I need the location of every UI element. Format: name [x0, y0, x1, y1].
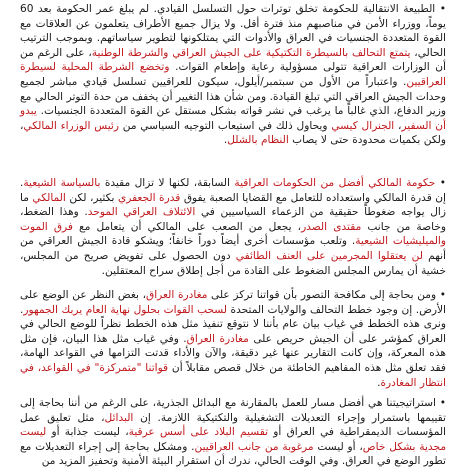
body-text: . ونرى هذه الخطط في غياب بيان عام بأننا لا نتوقع تنفيذ مثل هذه الخطط نظراً للوضع الحالي في العراق كمؤشر على أن الجيش حريص على	[20, 303, 446, 345]
highlighted-text: فرق الموت والميليشيات الشيعية	[20, 220, 446, 248]
body-text: . إن قدرة المالكي واستعداده للتعامل مع القضايا الصعبة يفوق	[20, 177, 447, 204]
body-text: ، بغض النظر عن الوضع على الأرض. إن وجود خطط التحالف والولايات المتحدة	[20, 289, 446, 316]
body-text: ، مثل تعليق عمل المؤسسات الديمقراطية في العراق أو	[20, 411, 446, 439]
body-text: . وفي غياب مثل هذا البيان، فإن مثل هذه المعركة، وإن كانت التقارير عنها غير دقيقة، والآن والأداء قدتت التزامها في القواعد الهامة، فقد تعلق مثل هذه المفاهيم الخاطئة من خلال قصص مقابلاً أن	[20, 332, 446, 374]
highlighted-text: مغادرة العراق	[146, 289, 208, 301]
highlighted-text: ليست مجدية بشكل خاص	[20, 426, 446, 453]
highlighted-text: لسحب القوات بحلول نهاية العام يربك الجمهور	[23, 303, 227, 316]
body-text: .	[223, 134, 228, 147]
body-text: ،	[394, 119, 402, 132]
body-text: .	[377, 376, 381, 389]
paragraph-transitional-government	[20, 2, 446, 148]
highlighted-text: قدرة الجعفري	[117, 191, 181, 204]
highlighted-text: النظام بالشلل	[227, 134, 289, 147]
body-text: . وتلعب مؤسسات أخرى أيضاً دوراً خانقاً؛ ويشكو قادة الجيش العراقي من أنهم	[20, 235, 446, 262]
body-text: ، ولكن بكميات محدودة حتى لا يصاب	[20, 119, 446, 147]
highlighted-text: المالكي	[32, 191, 66, 204]
highlighted-text: حكومة المالكي أفضل من الحكومات العراقية	[234, 177, 436, 189]
body-text: بكثير، لكن	[65, 191, 118, 204]
body-text: ، أو ليست	[313, 440, 363, 453]
body-text: ، على الرغم من أن الوزارات العراقية تتولى مسؤولية رعاية وإطعام القوات.	[20, 46, 446, 74]
highlighted-text: مقتدى الصدر	[301, 220, 362, 233]
body-text: • استراتيجيتنا هي أفضل مسار للعمل بالمقارنة مع البدائل الجذرية، على الرغم من أننا بحاجة إلى تقييمها باستمرار وإجراء التعديلات التشغيلية والتكتيكية اللازمة. إن	[20, 397, 446, 424]
highlighted-text: مرغوبة من جانب العراقيين	[194, 440, 314, 453]
paragraph-strategy-alternatives	[20, 396, 446, 469]
highlighted-text: يبدو أن السفير	[20, 105, 446, 132]
body-text: ، يجعل من الصعب على المالكي أن يتعامل مع	[72, 220, 302, 233]
paragraph-maliki-government	[20, 176, 446, 278]
body-text: • الطبيعة الانتقالية للحكومة تخلق توترات حول التسلسل القيادي. لم يبلغ عمر الحكومة بعد 60 يوماً، ووزراء الأمن في مناصبهم منذ فترة أقل. ولا يزال جميع الأطراف يتعلمون عن العلاقات مع القوة المتعددة الجنسيات في العراق والأدوات التي يمتلكونها لتطوير سياساتهم. وبموجب الترتيب الحالي،	[20, 3, 447, 59]
highlighted-text: تقسيم البلاد على أسس عرقية	[128, 426, 269, 439]
highlighted-text: بالسياسة الشيعية	[23, 177, 101, 189]
paragraph-withdrawal-perception	[20, 288, 446, 390]
highlighted-text: رئيس الوزراء المالكي	[23, 119, 119, 132]
body-text: ما زال يواجه ضغوطاً حقيقية من الزعماء السياسيين في	[20, 191, 446, 219]
highlighted-text: قواتنا "متمركزة" في القواعد، في انتظار المغادرة	[20, 361, 446, 389]
body-text: ويحاول ذلك في استيعاب التوجيه السياسي من	[119, 119, 332, 132]
body-text: السابقة، لكنها لا تزال مقيدة	[100, 177, 235, 189]
body-text: . وهذا الضغط، وخاصة من جانب	[20, 206, 446, 233]
body-text: ، ليست جذابة أو	[46, 426, 129, 439]
body-text: . واعتباراً من الأول من سبتمبر/أيلول، سيكون للعراقيين تسلسل قيادي مباشر لجميع وحدات الجيش العراقي التي تبلغ القيادة. ومن شأن هذا التغيير أن يخفف من حدة التوتر الحالي مع وزير الدفاع، الذي غالباً ما يرغب في نشر قواته بشكل مستقل عن القوة المتعددة الجنسيات.	[20, 75, 446, 118]
highlighted-text: يتمتع التحالف بالسيطرة التكتيكية على الجيش العراقي والشرطة الوطنية	[91, 46, 411, 59]
body-text: . ومشكل بحاجة إلى إجراء التعديلات مع تطور الوضع في العراق. وفي الوقت الحالي، ندرك أن استقرار البيئة الأمنية وتحفيز المزيد من	[20, 440, 446, 468]
highlighted-text: الائتلاف العراقي الموحد	[87, 206, 196, 219]
highlighted-text: لن يعتقلوا المجرمين على العنف الطائفي	[235, 249, 423, 262]
highlighted-text: وتخضع الشرطة المحلية لسيطرة العراقيين	[20, 61, 446, 88]
highlighted-text: البدائل	[104, 411, 134, 424]
body-text: • ومن بحاجة إلى مكافحة التصور بأن قواتنا تركز على	[207, 289, 446, 301]
highlighted-text: مغادرة العراق	[186, 332, 249, 345]
highlighted-text: الجنرال كيسي	[331, 119, 395, 132]
body-text: •	[435, 177, 446, 189]
body-text: دون الحصول على تفويض صريح من المجلس، خشية أن يمارس المجلس الضغوط على القادة من أجل إطلاق سراح المعتقلين.	[20, 249, 446, 277]
